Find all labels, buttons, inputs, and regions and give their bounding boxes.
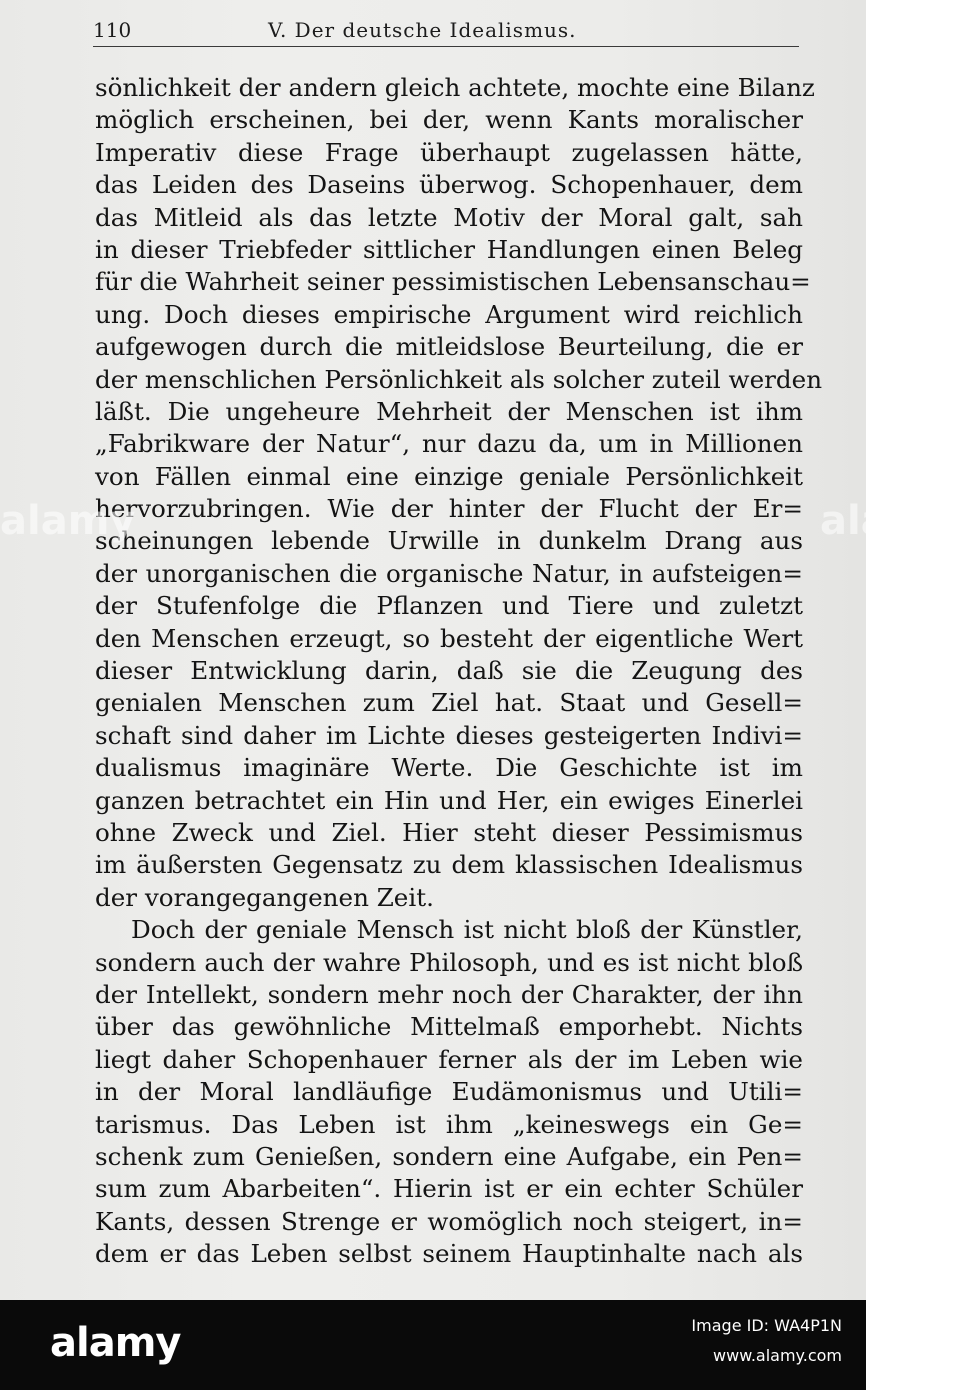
text-line: in der Moral landläufige Eudämonismus und Utili= [95,1077,803,1107]
text-line: der vorangegangenen Zeit. [95,882,434,912]
text-line: tarismus. Das Leben ist ihm „keineswegs ein Ge= [95,1109,803,1139]
text-line: Imperativ diese Frage überhaupt zugelassen hätte, [95,137,803,167]
text-line: dem er das Leben selbst seinem Hauptinhalte nach als [95,1239,803,1269]
text-line: schenk zum Genießen, sondern eine Aufgabe, ein Pen= [95,1141,803,1171]
site-url: www.alamy.com [713,1346,842,1365]
text-line: genialen Menschen zum Ziel hat. Staat und Gesell= [95,688,803,718]
text-line: läßt. Die ungeheure Mehrheit der Menschen ist ihm [95,396,803,426]
stock-watermark-bar [0,1300,866,1390]
paragraph-first-line: Doch der geniale Mensch ist nicht bloß der Künstler, [131,915,803,945]
text-line: schaft sind daher im Lichte dieses gesteigerten Indivi= [95,720,803,750]
text-line: das Mitleid als das letzte Motiv der Moral galt, sah [95,202,803,232]
text-line: sönlichkeit der andern gleich achtete, mochte eine Bilanz [95,73,815,102]
page-number: 110 [93,18,132,42]
text-line: der Intellekt, sondern mehr noch der Charakter, der ihn [95,979,803,1009]
watermark-overlay: alamy [820,498,955,544]
running-head [93,14,799,47]
text-line: über das gewöhnliche Mittelmaß emporhebt. Nichts [95,1012,803,1042]
text-line: liegt daher Schopenhauer ferner als der im Leben wie [95,1044,803,1074]
image-id: Image ID: WA4P1N [691,1316,842,1335]
text-line: der unorganischen die organische Natur, in aufsteigen= [95,558,803,588]
text-line: Kants, dessen Strenge er womöglich noch steigert, in= [95,1206,803,1236]
text-line: sondern auch der wahre Philosoph, und es ist nicht bloß [95,947,803,977]
text-line: aufgewogen durch die mitleidslose Beurteilung, die er [95,332,803,362]
text-line: scheinungen lebende Urwille in dunkelm Drang aus [95,526,803,556]
text-line: von Fällen einmal eine einzige geniale Persönlichkeit [95,461,803,491]
alamy-logo: alamy [50,1320,181,1366]
text-line: der Stufenfolge die Pflanzen und Tiere und zuletzt [95,591,803,621]
text-line: möglich erscheinen, bei der, wenn Kants moralischer [95,105,803,135]
text-line: dualismus imaginäre Werte. Die Geschichte ist im [95,753,803,783]
chapter-title: V. Der deutsche Idealismus. [268,18,577,42]
text-line: den Menschen erzeugt, so besteht der eigentliche Wert [95,623,803,653]
text-line: der menschlichen Persönlichkeit als solcher zuteil werden [95,364,823,394]
text-line: ohne Zweck und Ziel. Hier steht dieser Pessimismus [95,817,803,847]
body-text [95,72,823,1270]
text-line: sum zum Abarbeiten“. Hierin ist er ein echter Schüler [95,1174,803,1204]
text-line: im äußersten Gegensatz zu dem klassischen Idealismus [95,850,803,880]
text-line: ung. Doch dieses empirische Argument wird reichlich [95,299,803,329]
text-line: ganzen betrachtet ein Hin und Her, ein ewiges Einerlei [95,785,803,815]
text-line: „Fabrikware der Natur“, nur dazu da, um in Millionen [95,429,803,459]
text-line: das Leiden des Daseins überwog. Schopenhauer, dem [95,170,803,200]
watermark-overlay: alamy [0,498,136,544]
text-line: für die Wahrheit seiner pessimistischen Lebensanschau= [95,267,811,297]
text-line: hervorzubringen. Wie der hinter der Flucht der Er= [95,494,803,524]
text-line: dieser Entwicklung darin, daß sie die Zeugung des [95,656,803,686]
text-line: in dieser Triebfeder sittlicher Handlungen einen Beleg [95,234,803,264]
